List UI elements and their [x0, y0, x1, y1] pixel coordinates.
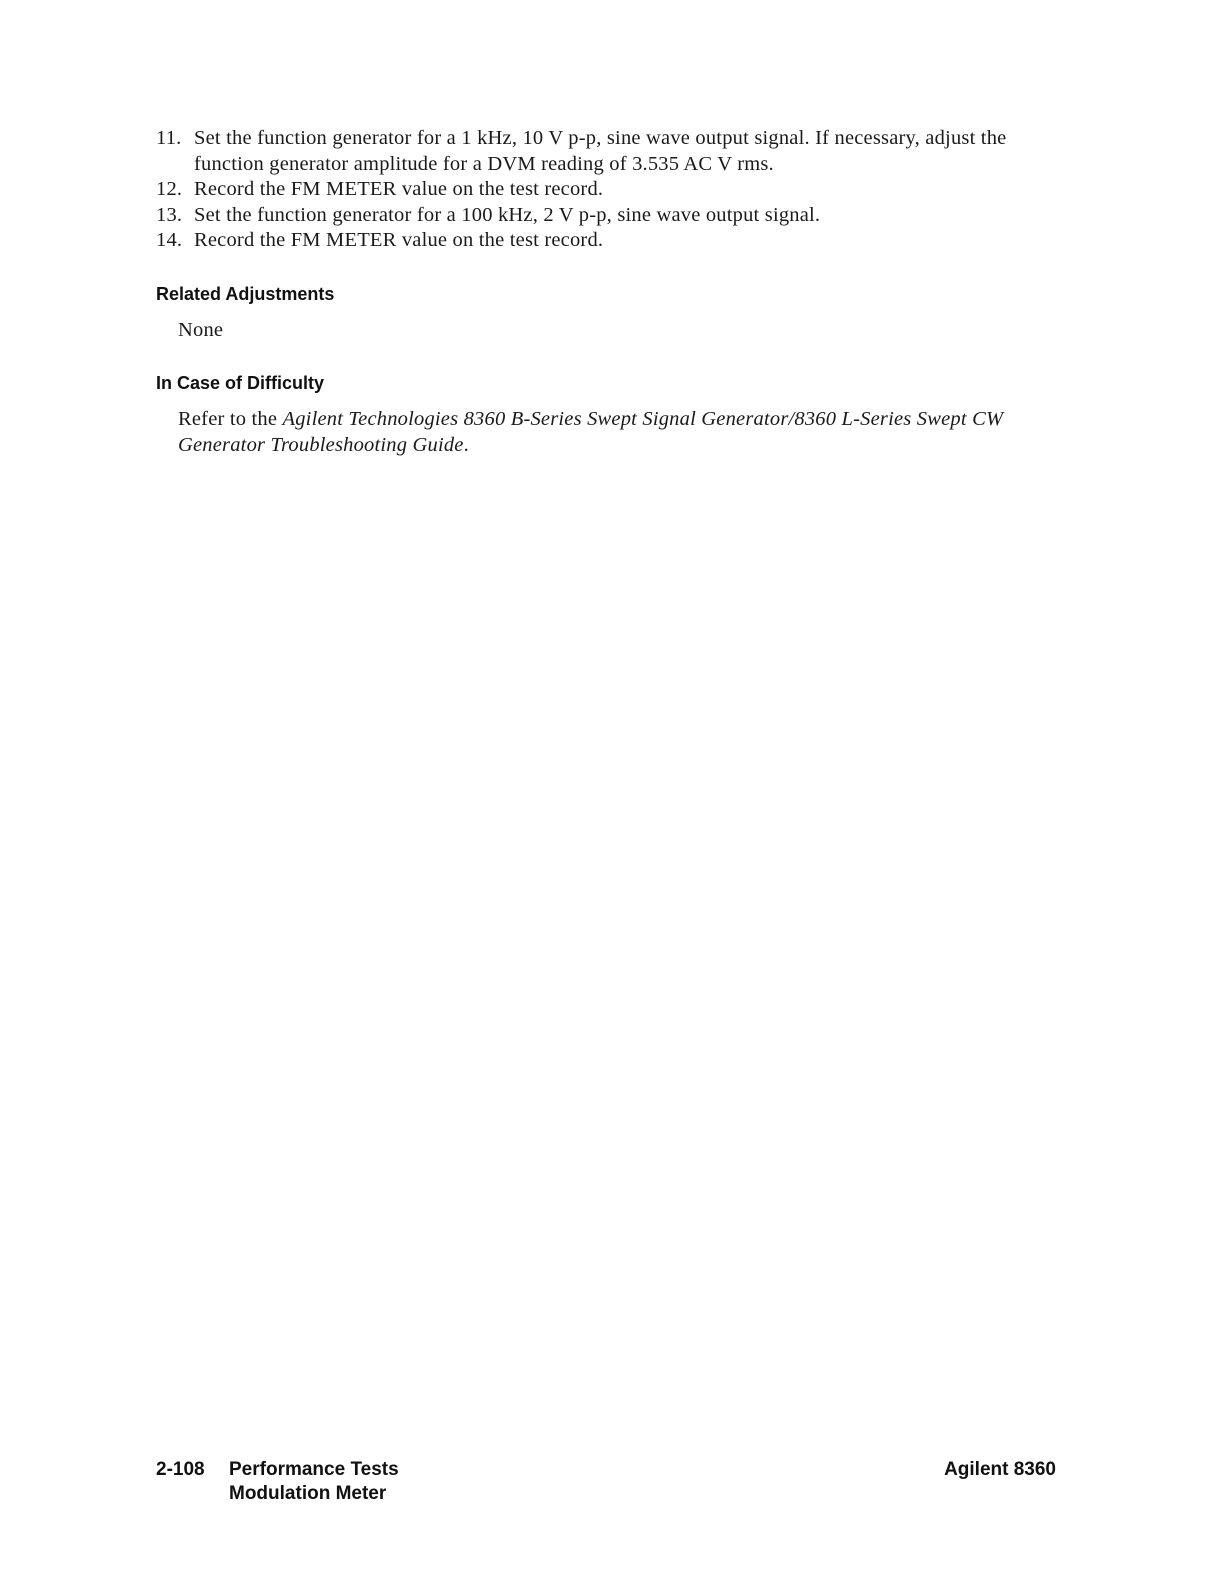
procedure-step — [156, 177, 1036, 203]
procedure-step — [156, 228, 1036, 254]
in-case-of-difficulty-body — [178, 407, 1028, 458]
footer-product-name: Agilent 8360 — [944, 1459, 1056, 1480]
step-number: 12. — [156, 178, 183, 200]
troubleshooting-guide-title: Agilent Technologies 8360 B-Series Swept Signal Generator/8360 L-Series Swept CW Generator Troubleshooting Guide — [178, 408, 1004, 456]
step-number: 13. — [156, 203, 183, 226]
refer-suffix: . — [463, 433, 469, 456]
step-text: Record the FM METER value on the test record. — [194, 178, 604, 200]
page-footer-left — [156, 1458, 399, 1506]
procedure-step — [156, 126, 1036, 177]
step-number: 11. — [156, 127, 182, 149]
step-text: Record the FM METER value on the test record. — [194, 229, 604, 251]
procedure-steps — [156, 126, 1036, 254]
in-case-of-difficulty-heading: In Case of Difficulty — [156, 373, 325, 393]
step-number: 14. — [156, 229, 183, 251]
footer-section-title: Performance Tests — [229, 1459, 399, 1480]
footer-section — [229, 1458, 399, 1506]
related-adjustments-heading: Related Adjustments — [156, 284, 335, 304]
footer-subsection-title: Modulation Meter — [229, 1483, 387, 1504]
refer-prefix: Refer to the — [178, 408, 283, 430]
page-number: 2-108 — [156, 1459, 205, 1480]
step-text: Set the function generator for a 1 kHz, 10 V p-p, sine wave output signal. If necessary, adjust the function generator amplitude for a DVM reading of 3.535 AC V rms. — [194, 127, 1007, 175]
procedure-step — [156, 203, 1036, 229]
step-text: Set the function generator for a 100 kHz, 2 V p-p, sine wave output signal. — [194, 203, 821, 226]
related-adjustments-body: None — [178, 319, 224, 341]
